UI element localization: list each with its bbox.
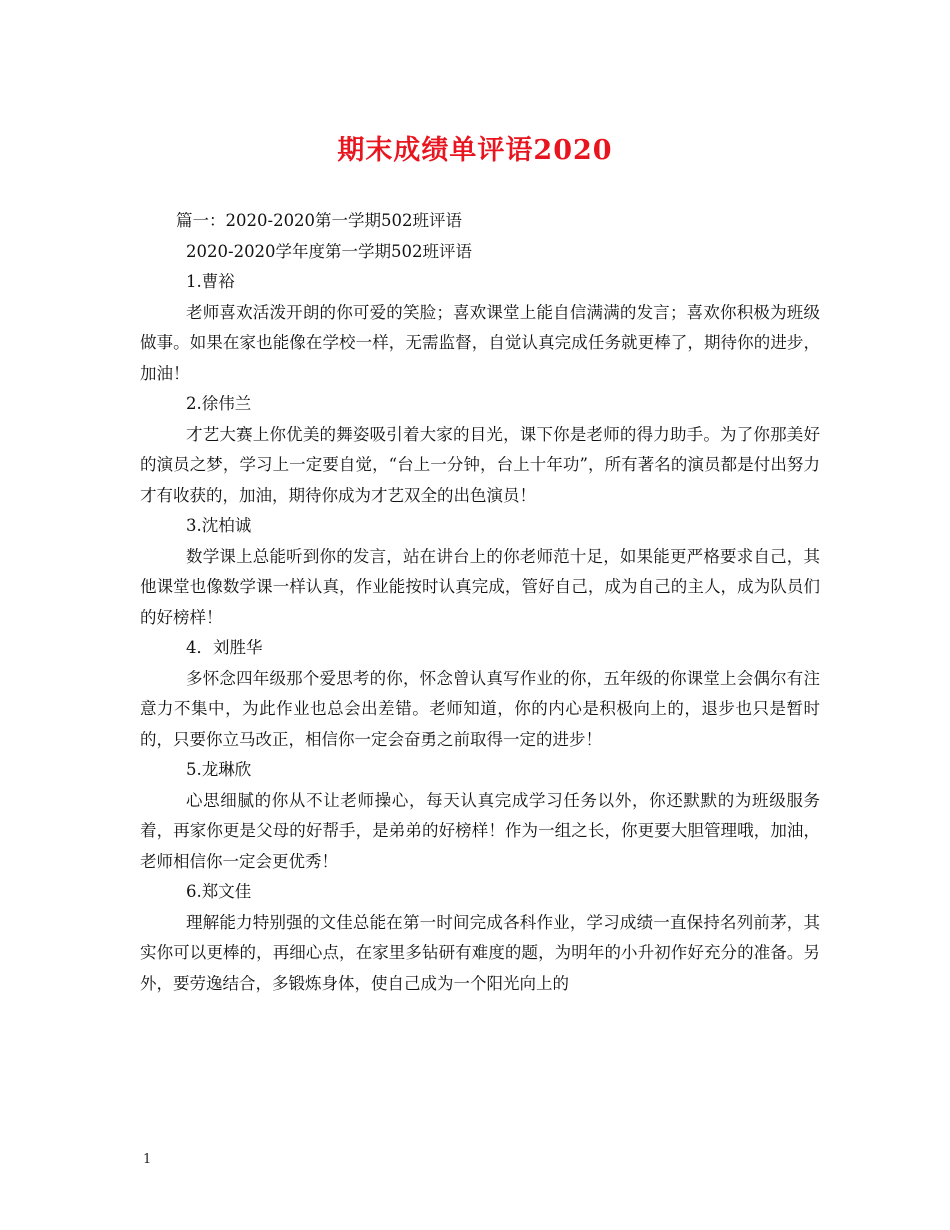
- student-name: 6.郑文佳: [186, 882, 252, 901]
- student-comment: 数学课上总能听到你的发言，站在讲台上的你老师范十足，如果能更严格要求自己，其他课堂也像数学课一样认真，作业能按时认真完成，管好自己，成为自己的主人，成为队员们的好榜样！: [140, 546, 820, 627]
- student-comment: 老师喜欢活泼开朗的你可爱的笑脸；喜欢课堂上能自信满满的发言；喜欢你积极为班级做事。如果在家也能像在学校一样，无需监督，自觉认真完成任务就更棒了，期待你的进步，加油！: [140, 302, 820, 383]
- student-name: 4．刘胜华: [186, 638, 263, 657]
- section-heading: 篇一：2020-2020第一学期502班评语: [176, 211, 463, 230]
- student-comment: 心思细腻的你从不让老师操心，每天认真完成学习任务以外，你还默默的为班级服务着，再家你更是父母的好帮手，是弟弟的好榜样！作为一组之长，你更要大胆管理哦，加油，老师相信你一定会更优秀！: [140, 790, 820, 871]
- subtitle: 2020-2020学年度第一学期502班评语: [186, 241, 473, 261]
- student-comment: 多怀念四年级那个爱思考的你，怀念曾认真写作业的你，五年级的你课堂上会偶尔有注意力不集中，为此作业也总会出差错。老师知道，你的内心是积极向上的，退步也只是暂时的，只要你立马改正，相信你一定会奋勇之前取得一定的进步！: [140, 668, 820, 749]
- document-body: [140, 206, 820, 999]
- student-name: 2.徐伟兰: [186, 394, 252, 413]
- student-name: 5.龙琳欣: [186, 760, 252, 779]
- student-comment: 才艺大赛上你优美的舞姿吸引着大家的目光，课下你是老师的得力助手。为了你那美好的演员之梦，学习上一定要自觉，“台上一分钟，台上十年功”，所有著名的演员都是付出努力才有收获的，加油，期待你成为才艺双全的出色演员！: [140, 424, 820, 505]
- student-name: 3.沈柏诚: [186, 516, 252, 535]
- student-name: 1.曹裕: [186, 272, 235, 291]
- page-number: 1: [143, 1152, 152, 1167]
- student-comment: 理解能力特别强的文佳总能在第一时间完成各科作业，学习成绩一直保持名列前茅，其实你可以更棒的，再细心点，在家里多钻研有难度的题，为明年的小升初作好充分的准备。另外，要劳逸结合，多锻炼身体，使自己成为一个阳光向上的: [140, 912, 820, 993]
- document-title: 期末成绩单评语2020: [337, 135, 613, 166]
